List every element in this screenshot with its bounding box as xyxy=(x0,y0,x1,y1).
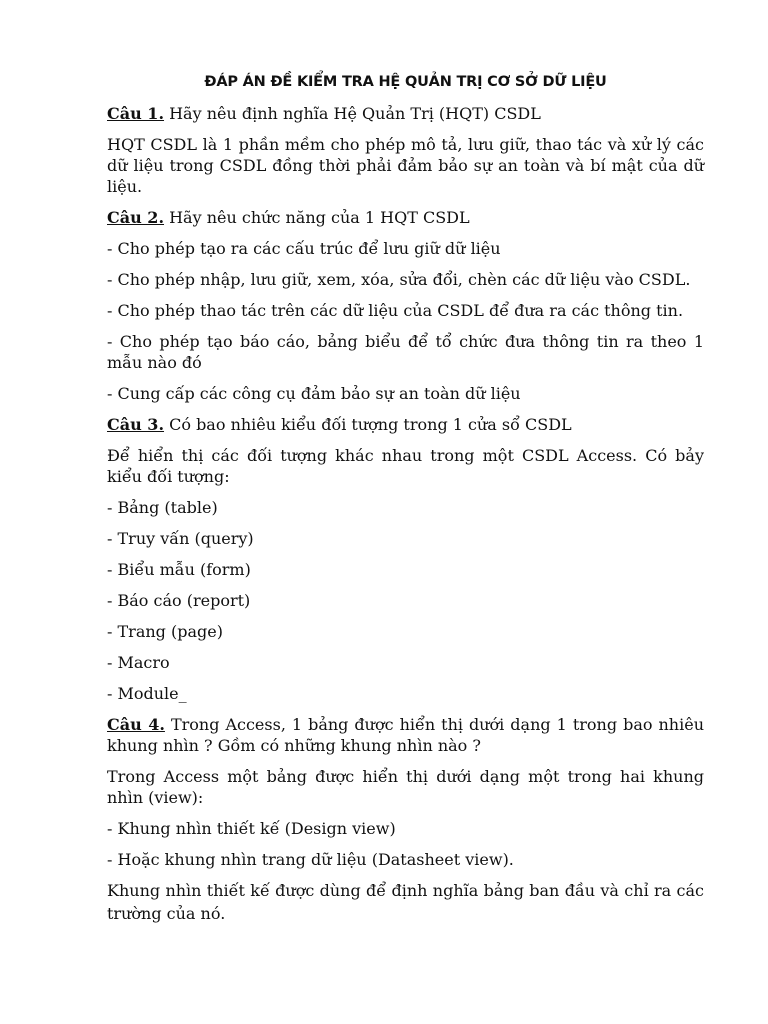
question-1-label: Câu 1. xyxy=(107,104,165,123)
list-item: - Khung nhìn thiết kế (Design view) xyxy=(107,819,396,838)
list-item: - Cho phép thao tác trên các dữ liệu của CSDL để đưa ra các thông tin. xyxy=(107,301,684,320)
question-1 xyxy=(107,103,704,124)
question-2-text: Hãy nêu chức năng của 1 HQT CSDL xyxy=(164,208,470,227)
answer-3-intro: Để hiển thị các đối tượng khác nhau trong một CSDL Access. Có bảy kiểu đối tượng: xyxy=(107,446,704,486)
list-item: - Cho phép tạo báo cáo, bảng biểu để tổ chức đưa thông tin ra theo 1 mẫu nào đó xyxy=(107,332,704,372)
question-2 xyxy=(107,207,704,228)
list-item: - Biểu mẫu (form) xyxy=(107,560,251,579)
question-4 xyxy=(107,714,704,756)
list-item: - Bảng (table) xyxy=(107,498,218,517)
answer-4-note xyxy=(107,880,704,924)
question-2-label: Câu 2. xyxy=(107,208,165,227)
answer-1: HQT CSDL là 1 phần mềm cho phép mô tả, lưu giữ, thao tác và xử lý các dữ liệu trong CSDL đồng thời phải đảm bảo sự an toàn và bí mật của dữ liệu. xyxy=(107,135,704,196)
list-item: - Truy vấn (query) xyxy=(107,529,254,548)
question-4-label: Câu 4. xyxy=(107,715,165,734)
list-item: - Cho phép tạo ra các cấu trúc để lưu giữ dữ liệu xyxy=(107,239,501,258)
list-item: - Macro xyxy=(107,653,170,672)
list-item: - Trang (page) xyxy=(107,622,223,641)
list-item: - Hoặc khung nhìn trang dữ liệu (Datasheet view). xyxy=(107,850,514,869)
question-3-label: Câu 3. xyxy=(107,415,165,434)
question-4-text: Trong Access, 1 bảng được hiển thị dưới dạng 1 trong bao nhiêu khung nhìn ? Gồm có những khung nhìn nào ? xyxy=(107,715,704,755)
question-1-text: Hãy nêu định nghĩa Hệ Quản Trị (HQT) CSDL xyxy=(164,104,541,123)
document-page xyxy=(107,72,704,934)
answer-4-intro: Trong Access một bảng được hiển thị dưới dạng một trong hai khung nhìn (view): xyxy=(107,767,704,807)
answer-4-note-text: Khung nhìn thiết kế được dùng để định nghĩa bảng ban đầu và chỉ ra các trường của nó. xyxy=(107,881,704,923)
question-3 xyxy=(107,414,704,435)
list-item: - Cho phép nhập, lưu giữ, xem, xóa, sửa đổi, chèn các dữ liệu vào CSDL. xyxy=(107,270,691,289)
question-3-text: Có bao nhiêu kiểu đối tượng trong 1 cửa sổ CSDL xyxy=(164,415,572,434)
list-item: - Báo cáo (report) xyxy=(107,591,251,610)
document-title: ĐÁP ÁN ĐỀ KIỂM TRA HỆ QUẢN TRỊ CƠ SỞ DỮ LIỆU xyxy=(204,74,607,90)
list-item: - Module_ xyxy=(107,684,187,703)
list-item: - Cung cấp các công cụ đảm bảo sự an toàn dữ liệu xyxy=(107,384,521,403)
